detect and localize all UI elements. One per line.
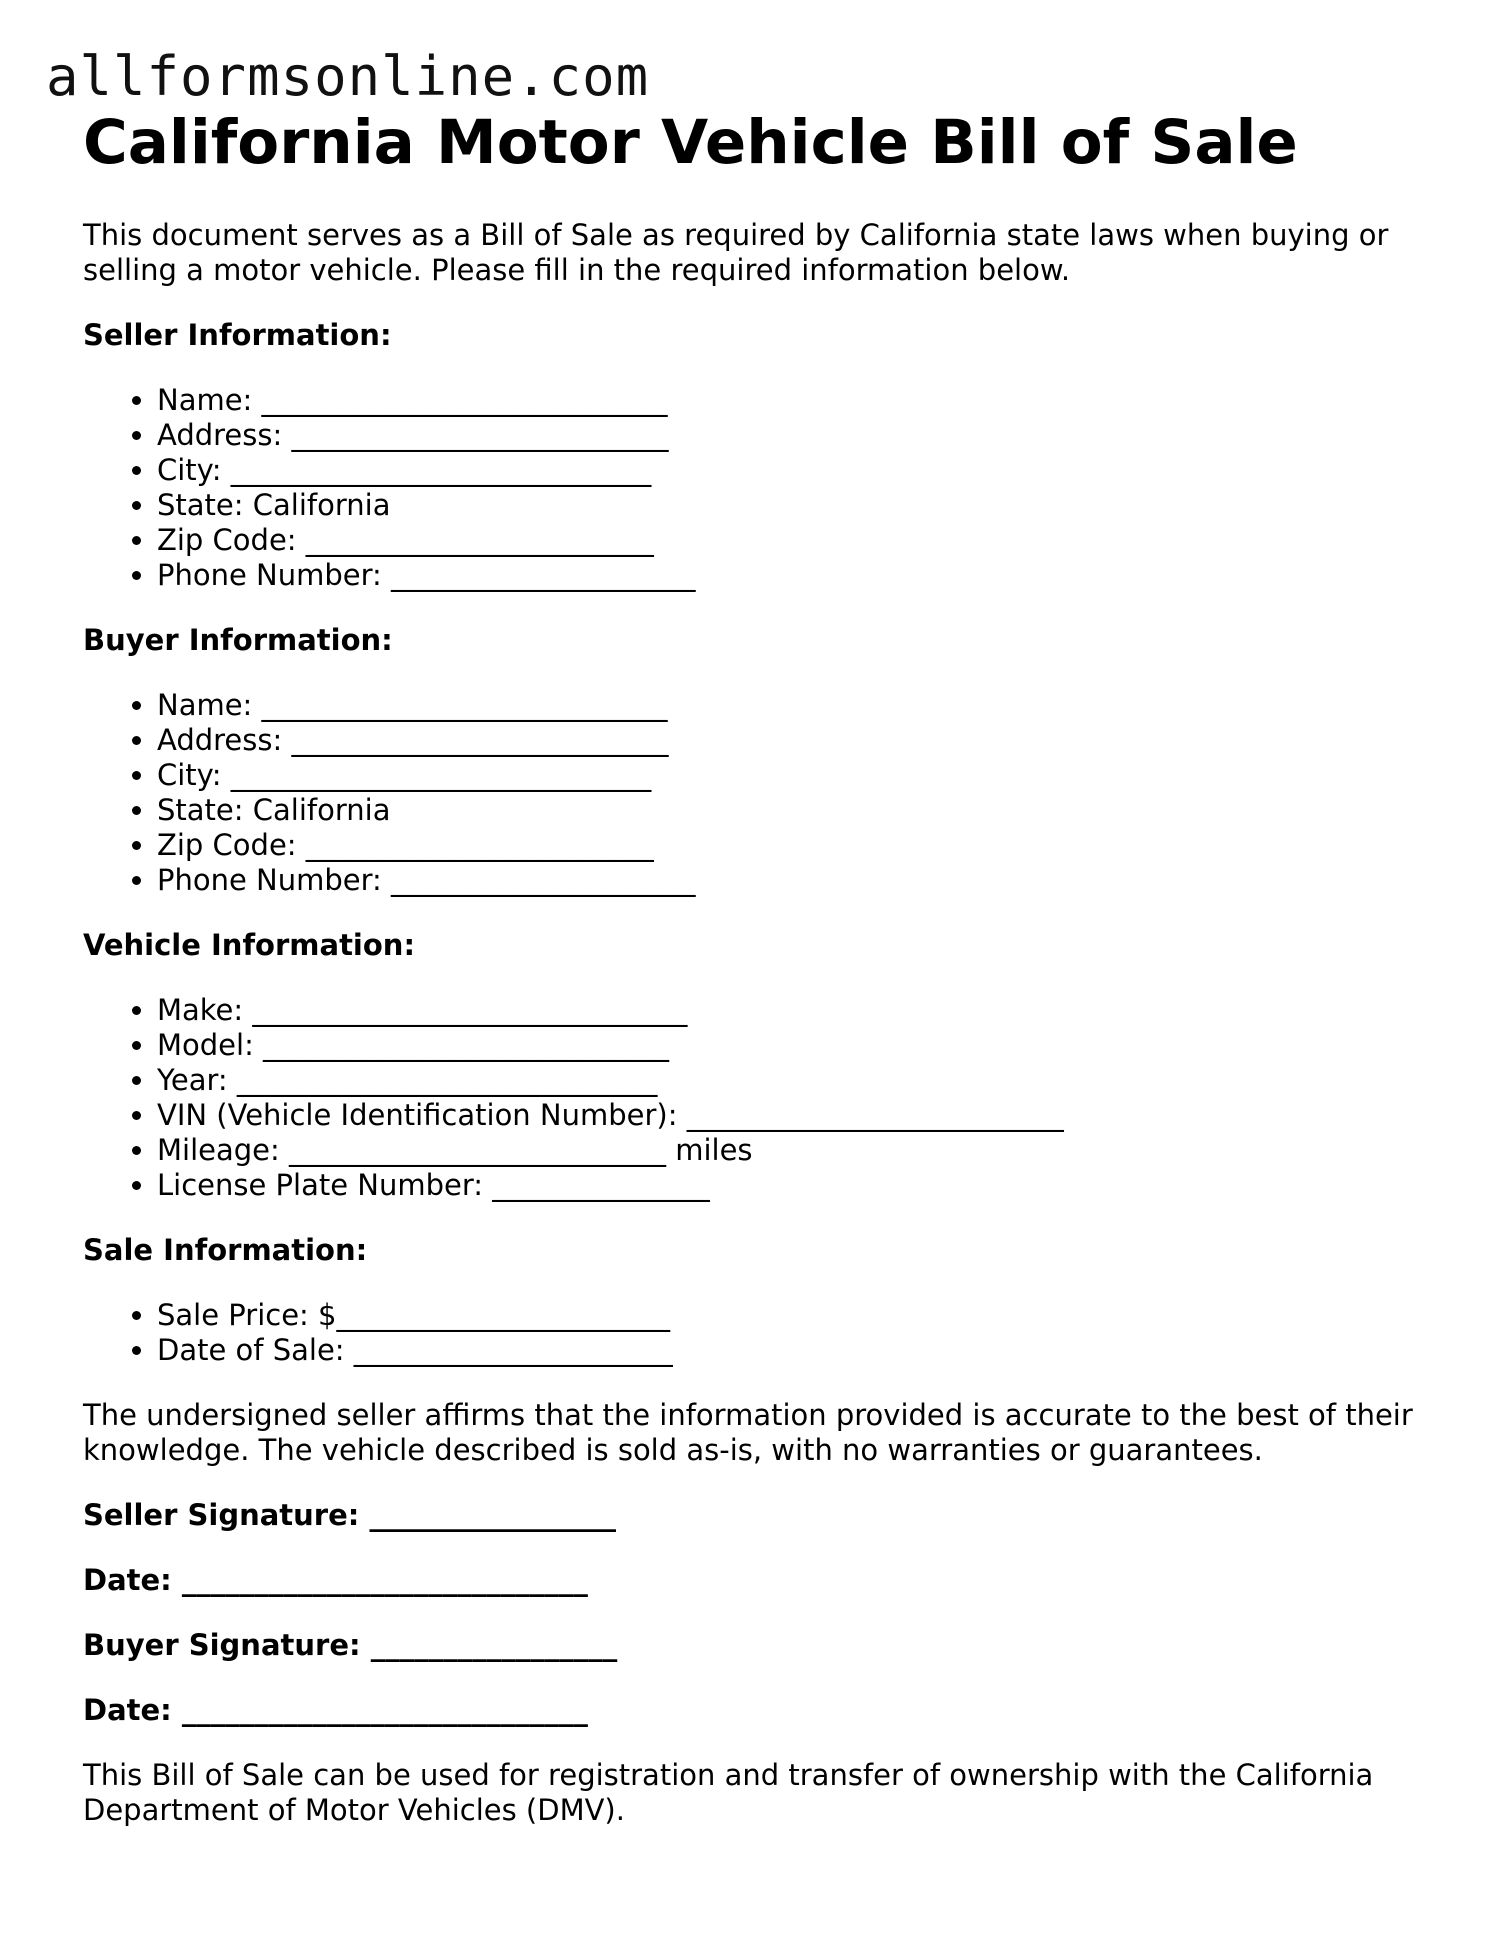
- seller-phone-field: • Phone Number: _____________________: [157, 558, 1443, 593]
- vehicle-vin-field: • VIN (Vehicle Identification Number): __________________________: [157, 1098, 1443, 1133]
- affirmation-paragraph: The undersigned seller affirms that the information provided is accurate to the best of their knowledge. The vehicle described is sold as-is, with no warranties or guarantees.: [83, 1398, 1413, 1467]
- vehicle-model-field: • Model: ____________________________: [157, 1028, 1443, 1063]
- sale-section-heading: Sale Information:: [83, 1233, 368, 1267]
- buyer-zip-field: • Zip Code: ________________________: [157, 828, 1443, 863]
- sale-field-list: [83, 1298, 1443, 1368]
- buyer-section-heading: Buyer Information:: [83, 623, 393, 657]
- seller-city-field: • City: _____________________________: [157, 453, 1443, 488]
- seller-address-field: • Address: __________________________: [157, 418, 1443, 453]
- buyer-signature-line: Buyer Signature: _________________: [83, 1628, 618, 1662]
- vehicle-plate-field: • License Plate Number: _______________: [157, 1168, 1443, 1203]
- document-title: California Motor Vehicle Bill of Sale: [83, 107, 1298, 178]
- sale-date-field: • Date of Sale: ______________________: [157, 1333, 1443, 1368]
- seller-zip-field: • Zip Code: ________________________: [157, 523, 1443, 558]
- seller-name-field: • Name: ____________________________: [157, 383, 1443, 418]
- buyer-date-line: Date: ____________________________: [83, 1693, 588, 1727]
- intro-paragraph: This document serves as a Bill of Sale as required by California state laws when buying or selling a motor vehicle. Please fill in the required information below.: [83, 218, 1389, 287]
- sale-price-field: • Sale Price: $_______________________: [157, 1298, 1443, 1333]
- vehicle-field-list: [83, 993, 1443, 1203]
- seller-signature-line: Seller Signature: _________________: [83, 1498, 616, 1532]
- footer-note: This Bill of Sale can be used for registration and transfer of ownership with the California Department of Motor Vehicles (DMV).: [83, 1758, 1374, 1827]
- buyer-phone-field: • Phone Number: _____________________: [157, 863, 1443, 898]
- vehicle-year-field: • Year: _____________________________: [157, 1063, 1443, 1098]
- buyer-state-field: • State: California: [157, 793, 1443, 828]
- seller-section-heading: Seller Information:: [83, 318, 392, 352]
- seller-date-line: Date: ____________________________: [83, 1563, 588, 1597]
- vehicle-make-field: • Make: ______________________________: [157, 993, 1443, 1028]
- buyer-name-field: • Name: ____________________________: [157, 688, 1443, 723]
- vehicle-mileage-field: • Mileage: __________________________ miles: [157, 1133, 1443, 1168]
- vehicle-section-heading: Vehicle Information:: [83, 928, 416, 962]
- site-watermark: allformsonline.com: [46, 45, 650, 108]
- seller-field-list: [83, 383, 1443, 593]
- seller-state-field: • State: California: [157, 488, 1443, 523]
- buyer-address-field: • Address: __________________________: [157, 723, 1443, 758]
- buyer-field-list: [83, 688, 1443, 898]
- buyer-city-field: • City: _____________________________: [157, 758, 1443, 793]
- document-body: [83, 104, 1443, 1828]
